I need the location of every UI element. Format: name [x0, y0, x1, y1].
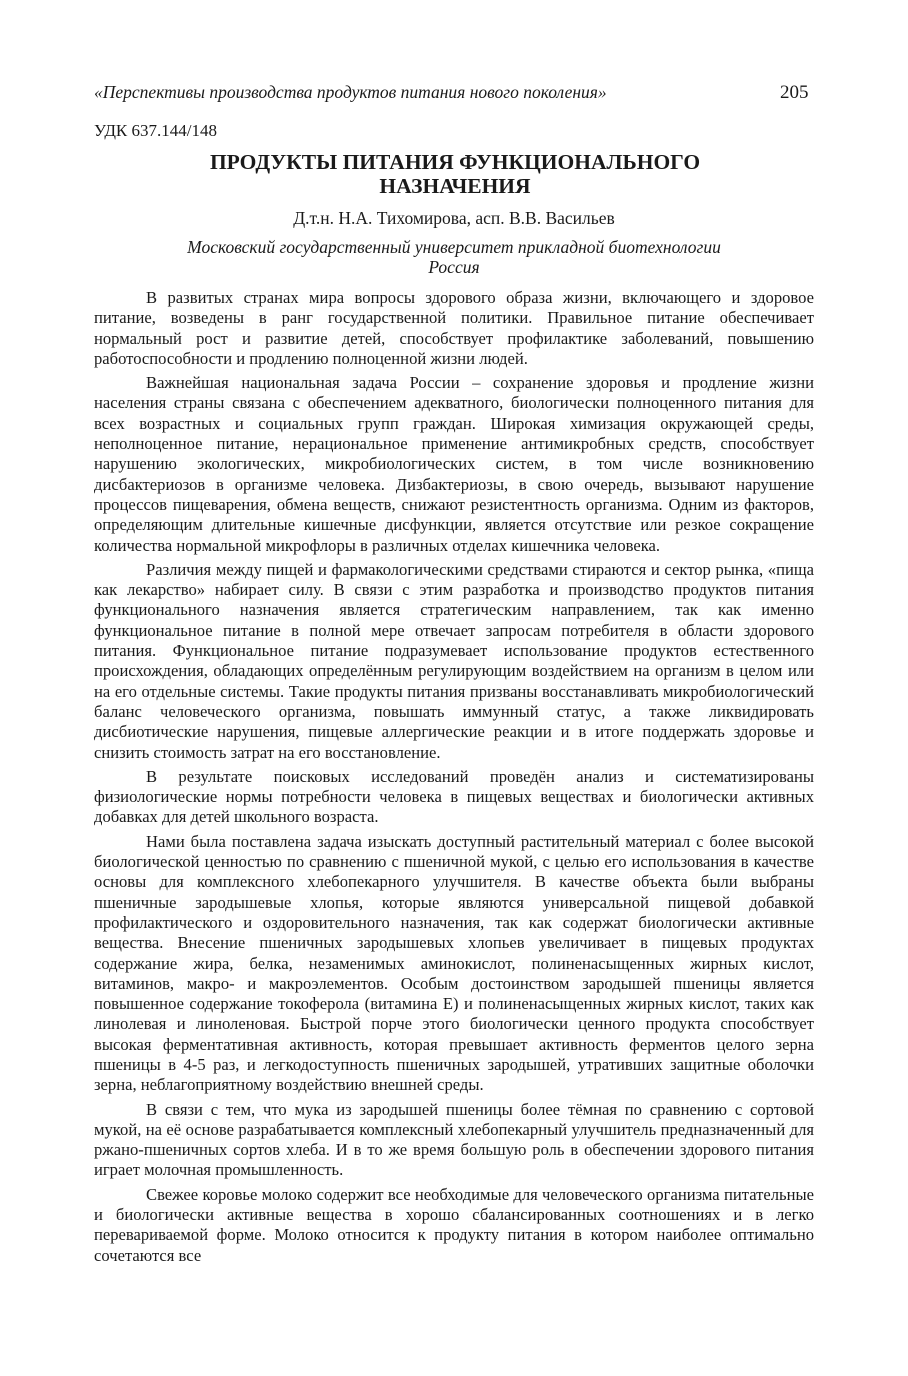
title-line: ПРОДУКТЫ ПИТАНИЯ ФУНКЦИОНАЛЬНОГО: [209, 150, 701, 174]
body-paragraph: Различия между пищей и фармакологическими средствами стираются и сектор рынка, «пища как лекарство» набирает силу. В связи с этим разработка и производство продуктов питания функционального назначения является стратегическим направлением, так как именно функциональное питание в полной мере отвечает запросам потребителя в области здорового питания. Функциональное питание подразумевает использование продуктов естественного происхождения, обладающих определённым регулирующим воздействием на организм в целом или на его отдельные системы. Такие продукты питания призваны восстанавливать микробиологический баланс человеческого организма, повышать иммунный статус, а также ликвидировать дисбиотические нарушения, пищевые аллергические реакции и в итоге поддержать здоровье и снизить стоимость затрат на его восстановление.: [94, 559, 814, 762]
title-line: НАЗНАЧЕНИЯ: [379, 174, 531, 198]
body-paragraph: В результате поисковых исследований проведён анализ и систематизированы физиологические нормы потребности человека в пищевых веществах и биологически активных добавках для детей школьного возраста.: [94, 766, 814, 827]
authors: Д.т.н. Н.А. Тихомирова, асп. В.В. Васильев: [293, 208, 615, 228]
body-paragraph: Нами была поставлена задача изыскать доступный растительный материал с более высокой биологической ценностью по сравнению с пшеничной мукой, с целью его использования в качестве основы для комплексного хлебопекарного улучшителя. В качестве объекта были выбраны пшеничные зародышевые хлопья, которые являются универсальной пищевой добавкой профилактического и оздоровительного назначения, так как содержат биологически активные вещества. Внесение пшеничных зародышевых хлопьев увеличивает в пищевых продуктах содержание жира, белка, незаменимых аминокислот, полиненасыщенных жирных кислот, витаминов, макро- и макроэлементов. Особым достоинством зародышей пшеницы является повышенное содержание токоферола (витамина Е) и полиненасыщенных жирных кислот, таких как линолевая и линоленовая. Быстрой порче этого биологически ценного продукта способствует высокая ферментативная активность, которая превышает активность ферментов целого зерна пшеницы в 4-5 раз, и легкодоступность пшеничных зародышей, утративших защитные оболочки зерна, неблагоприятному воздействию внешней среды.: [94, 831, 814, 1095]
article-body: [94, 288, 814, 1270]
body-paragraph: В развитых странах мира вопросы здорового образа жизни, включающего и здоровое питание, возведены в ранг государственной политики. Правильное питание обеспечивает нормальный рост и развитие детей, способствует профилактике заболеваний, повышению работоспособности и продлению полноценной жизни людей.: [94, 288, 814, 368]
article-title: [140, 150, 770, 198]
affiliation: [94, 237, 814, 277]
running-header: «Перспективы производства продуктов питания нового поколения»: [94, 82, 607, 102]
page-number: 205: [780, 82, 809, 103]
affiliation-institution: Московский государственный университет прикладной биотехнологии: [187, 237, 721, 257]
affiliation-country: Россия: [428, 257, 480, 277]
body-paragraph: В связи с тем, что мука из зародышей пшеницы более тёмная по сравнению с сортовой мукой, на её основе разрабатывается комплексный хлебопекарный улучшитель предназначенный для ржано-пшеничных сортов хлеба. И в то же время большую роль в обеспечении здорового питания играет молочная промышленность.: [94, 1099, 814, 1180]
udc-code: УДК 637.144/148: [94, 121, 217, 140]
body-paragraph: Важнейшая национальная задача России – сохранение здоровья и продление жизни населения страны связана с обеспечением адекватного, биологически полноценного питания для всех возрастных и социальных групп граждан. Широкая химизация окружающей среды, неполноценное питание, нерациональное применение антимикробных средств, способствует нарушению экологических, микробиологических систем, в том числе возникновению дисбактериозов в организме человека. Дизбактериозы, в свою очередь, вызывают нарушение процессов пищеварения, обмена веществ, снижают резистентность организма. Одним из факторов, определяющим длительные кишечные дисфункции, является отсутствие или резкое сокращение количества нормальной микрофлоры в различных отделах кишечника человека.: [94, 373, 814, 555]
body-paragraph: Свежее коровье молоко содержит все необходимые для человеческого организма питательные и биологически активные вещества в хорошо сбалансированных соотношениях и в легко перевариваемой форме. Молоко относится к продукту питания в котором наиболее оптимально сочетаются все: [94, 1184, 814, 1265]
